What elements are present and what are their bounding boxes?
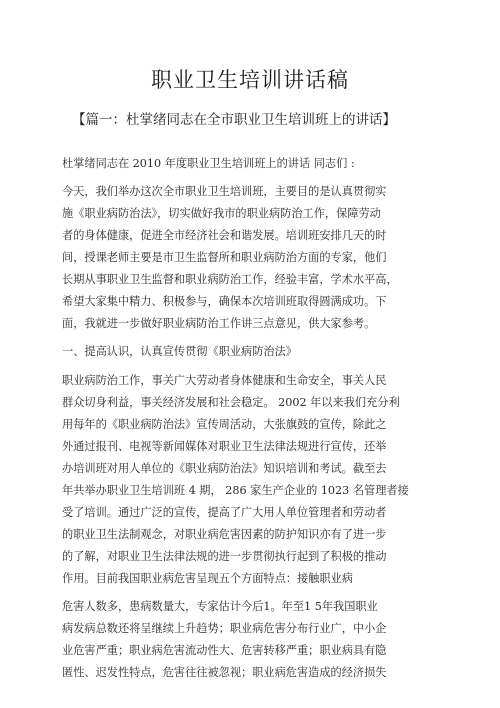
body-line: 今天，我们举办这次全市职业卫生培训班，主要目的是认真贯彻实 [62,185,387,198]
body-line: 施《职业病防治法》，切实做好我市的职业病防治工作，保障劳动 [62,207,381,220]
body-line: 用每年的《职业病防治法》宣传周活动，大张旗鼓的宣传，除此之 [62,418,387,431]
body-line: 作用。目前我国职业病危害呈现五个方面特点：接触职业病 [62,572,353,585]
body-line: 者的身体健康，促进全市经济社会和谐发展。培训班安排几天的时 [62,229,387,242]
body-line: 匿性、迟发性特点，危害往往被忽视；职业病危害造成的经济损失 [62,666,387,679]
body-line: 希望大家集中精力、积极参与，确保本次培训班取得圆满成功。下 [62,295,387,308]
body-line: 的职业卫生法制观念，对职业病危害因素的防护知识亦有了进一步 [62,528,387,541]
body-line: 面，我就进一步做好职业病防治工作讲三点意见，供大家参考。 [62,317,376,330]
body-line: 的了解，对职业卫生法律法规的进一步贯彻执行起到了积极的推动 [62,550,387,563]
body-line: 受了培训。通过广泛的宣传，提高了广大用人单位管理者和劳动者 [62,506,387,519]
body-line: 杜掌绪同志在 2010 年度职业卫生培训班上的讲话 同志们 : [62,157,355,170]
body-line: 业危害严重；职业病危害流动性大、危害转移严重；职业病具有隐 [62,644,387,657]
body-line: 年共举办职业卫生培训班 4 期， 286 家生产企业的 1023 名管理者接 [62,484,409,497]
document-subtitle: 【篇一：杜掌绪同志在全市职业卫生培训班上的讲话】 [72,112,396,128]
body-line: 职业病防治工作，事关广大劳动者身体健康和生命安全，事关人民 [62,374,387,387]
section-heading: 一、提高认识，认真宣传贯彻《职业病防治法》 [62,345,297,358]
body-line: 危害人数多，患病数量大，专家估计今后1。年至1 5年我国职业 [62,600,378,613]
document-title: 职业卫生培训讲话稿 [151,68,349,92]
body-line: 办培训班对用人单位的《职业病防治法》知识培训和考试。截至去 [62,462,387,475]
body-line: 外通过报刊、电视等新闻媒体对职业卫生法律法规进行宣传，还举 [62,440,387,453]
body-line: 间，授课老师主要是市卫生监督所和职业病防治方面的专家，他们 [62,251,387,264]
body-line: 长期从事职业卫生监督和职业病防治工作，经验丰富，学术水平高， [62,273,398,286]
body-line: 病发病总数还将呈继续上升趋势；职业病危害分布行业广，中小企 [62,622,387,635]
body-line: 群众切身利益，事关经济发展和社会稳定。 2002 年以来我们充分利 [62,396,400,409]
